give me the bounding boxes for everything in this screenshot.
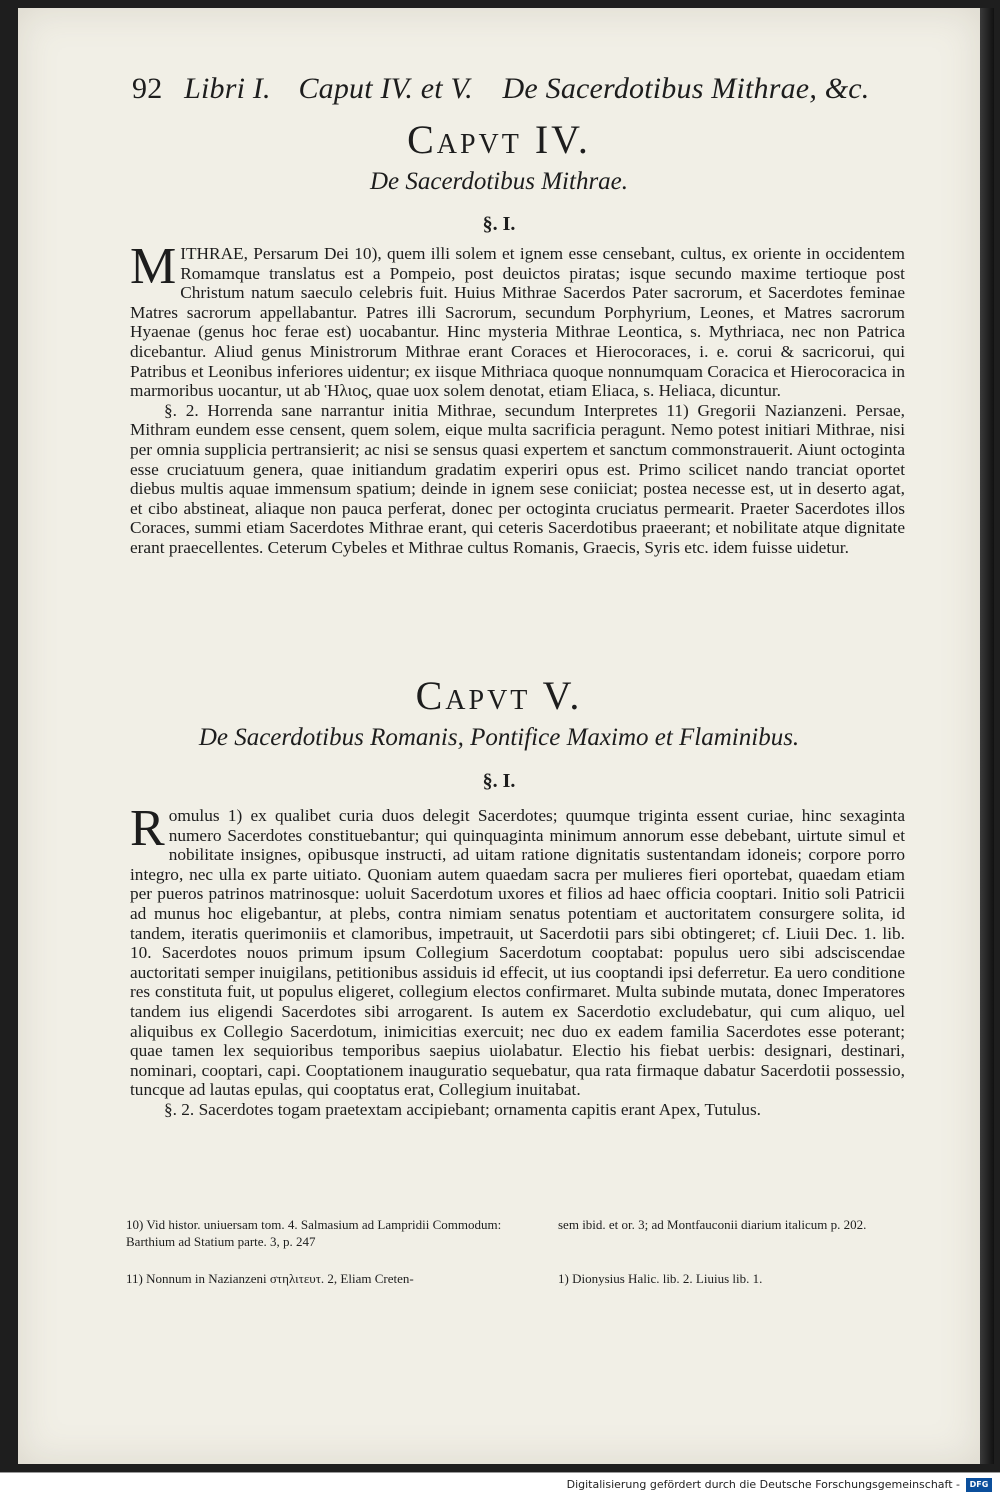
chapter-5-paragraph-2: §. 2. Sacerdotes togam praetextam accipiebant; ornamenta capitis erant Apex, Tutulus. xyxy=(164,1099,761,1119)
chapter-5-paragraph-1 xyxy=(130,800,905,1100)
running-head-chapters: Caput IV. et V. xyxy=(298,72,473,105)
chapter-4-section-mark: §. I. xyxy=(482,213,516,235)
chapter-4-subtitle: De Sacerdotibus Mithrae. xyxy=(369,168,629,195)
running-head-book: Libri I. xyxy=(184,72,271,105)
chapter-4-title: Capvt IV. xyxy=(407,117,591,162)
chapter-5-body xyxy=(130,800,905,1120)
chapter-5-paragraph-1-text: omulus 1) ex qualibet curia duos delegit Sacerdotes; quumque triginta essent curiae, hinc sexaginta numero Sacerdotes constituebantur; qui quinquaginta minimum annorum esse debebant, uirtute simul et nobilitate insignes, opibusque instructi, ad uitam ratione dignitatis sustentandam idoneis; corpore porro integro, nec ulla ex parte uitiato. Quoniam autem quaedam sacra per mulieres fieri oportebat, quaedam etiam per pueros patrinos matrinosque: uoluit Sacerdotum uxores et filios ad haec officia cooptari. Initio soli Patricii ad munus hoc eligebantur, at plebs, contra nimiam senatus potentiam et auctoritatem consurgere solita, id tandem, iteratis querimoniis et clamoribus, impetrauit, ut Sacerdotii pars sibi obtingeret; cf. Liuii Dec. 1. lib. 10. Sacerdotes nouos primum ipsum Collegium Sacerdotum cooptabat: populus uero sibi adsciscendae auctoritati semper inuigilans, petitionibus assiduis id effecit, ut ius cooptandi ipsi deferretur. Ea uero conditione res constituta fuit, ut populus eligeret, collegium electos confirmaret. Multa subinde mutata, donec Imperatores tandem ius eligendi Sacerdotes sibi arrogarent. Is autem ex Sacerdotio excludebatur, qui cum aliquo, uel aliquibus ex Collegio Sacerdotum, inimicitias exercuit; nec duo ex eadem familia Sacerdotes esse poterant; quae tamen lex sequioribus temporibus saepius uiolabatur. Electio his fiebat uerbis: designari, destinari, nominari, cooptari, capi. Cooptationem inauguratio sequebatur, qua rata firmaque dabatur Sacerdotii possessio, tuncque ad lautas epulas, qui cooptatus erat, Collegium inuitabat. xyxy=(130,806,905,1100)
drop-cap-m: M xyxy=(130,238,177,295)
footnote-11: 11) Nonnum in Nazianzeni στηλιτευτ. 2, Eliam Creten- xyxy=(126,1271,414,1286)
chapter-4-paragraph-2: §. 2. Horrenda sane narrantur initia Mithrae, secundum Interpretes 11) Gregorii Nazianzeni. Persae, Mithram eundem esse censent, quem solem, eique multa sacrificia peragunt. Nemo potest initiari Mithrae, nisi per omnia supplicia pertransierit; ac nisi se sensus quasi expertem et sanctum commonstrauerit. Aiunt octoginta esse cruciatuum genera, quae initiandum gradatim experiri opus est. Primo scilicet nando tranciat oportet diebus multis aquae immensum spatium; deinde in ignem sese coniiciat; postea necesse est, ut in deserto agat, et cibo abstineat, aliaque non pauca perferat, donec per octoginta cruciatus permearit. Praeter Sacerdotes illos Coraces, summi etiam Sacerdotes Mithrae erant, qui ceteris Sacerdotibus praeerant; et nobilitate atque dignitate erant praecellentes. Ceterum Cybeles et Mithrae cultus Romanis, Graecis, Syris etc. idem fuisse uidetur. xyxy=(130,400,905,557)
chapter-5-subtitle: De Sacerdotibus Romanis, Pontifice Maximo et Flaminibus. xyxy=(198,724,800,751)
footer-credit: Digitalisierung gefördert durch die Deutsche Forschungsgemeinschaft - xyxy=(566,1478,960,1491)
footer-bar xyxy=(0,1472,1000,1498)
book-page xyxy=(18,8,980,1464)
chapter-4-body xyxy=(130,238,905,558)
page-number: 92 xyxy=(132,72,163,105)
drop-cap-r: R xyxy=(130,800,165,857)
chapter-5-title: Capvt V. xyxy=(415,673,583,718)
running-head-title: De Sacerdotibus Mithrae, &c. xyxy=(502,72,870,105)
footnote-1: 1) Dionysius Halic. lib. 2. Liuius lib. 1. xyxy=(558,1271,763,1286)
running-head xyxy=(132,72,892,106)
chapter-4-paragraph-1-text: ITHRAE, Persarum Dei 10), quem illi solem et ignem esse censebant, cultus, ex oriente in occidentem Romamque translatus est a Pompeio, post deuictos piratas; isque secundo maxime tertioque post Christum natum saeculo celebris fuit. Huius Mithrae Sacerdos Pater sacrorum, et Sacerdotes feminae Matres sacrorum appellabantur. Patres illi Sacrorum, secundum Porphyrium, Leones, et Matres sacrorum Hyaenae (genus hoc ferae est) uocabantur. Hinc mysteria Mithrae Leontica, s. Mythriaca, nec non Patrica dicebantur. Aliud genus Ministrorum Mithrae erant Coraces et Hierocoraces, i. e. corui & sacricorui, qui Patribus et Leonibus inferiores uidentur; ex iisque Mithriaca quoque nonnumquam Coracica et Hierocoracica in marmoribus uocantur, ut ab Ἡλιος, quae uox solem denotat, etiam Eliaca, s. Heliaca, dicuntur. xyxy=(130,244,905,401)
chapter-5-section-mark: §. I. xyxy=(482,770,516,792)
dfg-logo: DFG xyxy=(966,1478,992,1492)
book-edge xyxy=(980,8,994,1464)
footnote-10-continued: sem ibid. et or. 3; ad Montfauconii diarium italicum p. 202. xyxy=(558,1217,867,1232)
footnote-10: 10) Vid histor. uniuersam tom. 4. Salmasium ad Lampridii Commodum: Barthium ad Statium parte. 3, p. 247 xyxy=(126,1217,502,1249)
chapter-4-paragraph-1 xyxy=(130,238,905,401)
